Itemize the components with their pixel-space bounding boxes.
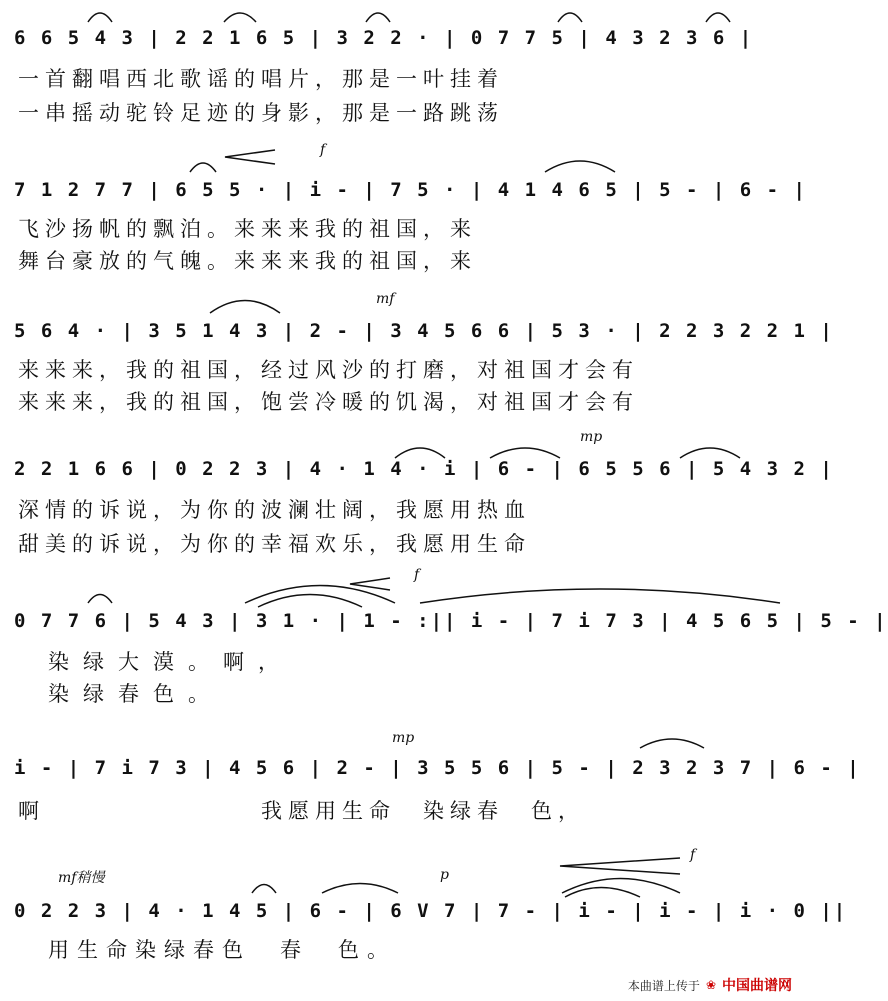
dynamic-mark: f bbox=[414, 567, 420, 583]
site-logo-icon: ❀ bbox=[705, 978, 716, 992]
lyric-verse-2: 一串摇动驼铃足迹的身影，那是一路跳荡 bbox=[18, 101, 504, 125]
notation-line: 2 2 1 6 6 | 0 2 2 3 | 4 · 1 4 · i | 6 - | 6 5 5 6 | 5 4 3 2 | bbox=[14, 458, 834, 480]
notation-line: 7 1 2 7 7 | 6 5 5 · | i - | 7 5 · | 4 1 4 6 5 | 5 - | 6 - | bbox=[14, 179, 807, 201]
lyric-verse-2: 舞台豪放的气魄。来来来我的祖国，来 bbox=[18, 249, 477, 273]
lyric-verse-1: 深情的诉说，为你的波澜壮阔，我愿用热血 bbox=[18, 498, 531, 522]
dynamic-mark: f bbox=[320, 142, 326, 158]
footer-site-name: 中国曲谱网 bbox=[722, 978, 792, 994]
notation-line: 5 6 4 · | 3 5 1 4 3 | 2 - | 3 4 5 6 6 | 5 3 · | 2 2 3 2 2 1 | bbox=[14, 320, 834, 342]
footer-upload-text: 本曲谱上传于 bbox=[627, 978, 700, 993]
lyric-verse-1: 一首翻唱西北歌谣的唱片，那是一叶挂着 bbox=[18, 67, 504, 91]
footer-credit bbox=[628, 975, 792, 995]
lyric-verse-1: 染绿大漠。啊， bbox=[48, 650, 293, 674]
dynamic-mark: mp bbox=[392, 730, 415, 746]
lyric-verse-2: 染绿春色。 bbox=[48, 682, 223, 706]
lyric-verse-1: 飞沙扬帆的飘泊。来来来我的祖国，来 bbox=[18, 217, 477, 241]
lyric-verse-1: 啊 我愿用生命 染绿春 色， bbox=[18, 799, 585, 823]
dynamic-mark: f bbox=[690, 847, 696, 863]
notation-line: 0 2 2 3 | 4 · 1 4 5 | 6 - | 6 V 7 | 7 - | i - | i - | i · 0 || bbox=[14, 900, 848, 922]
notation-line: 6 6 5 4 3 | 2 2 1 6 5 | 3 2 2 · | 0 7 7 5 | 4 3 2 3 6 | bbox=[14, 27, 754, 49]
lyric-verse-2: 甜美的诉说，为你的幸福欢乐，我愿用生命 bbox=[18, 532, 531, 556]
notation-line: i - | 7 i 7 3 | 4 5 6 | 2 - | 3 5 5 6 | 5 - | 2 3 2 3 7 | 6 - | bbox=[14, 757, 861, 779]
dynamic-mark: mf稍慢 bbox=[58, 870, 105, 886]
lyric-verse-2: 来来来，我的祖国，饱尝冷暖的饥渴，对祖国才会有 bbox=[18, 390, 639, 414]
dynamic-mark: mp bbox=[580, 429, 603, 445]
lyric-verse-1: 来来来，我的祖国，经过风沙的打磨，对祖国才会有 bbox=[18, 358, 639, 382]
dynamic-mark: p bbox=[440, 867, 449, 883]
dynamic-mark: mf bbox=[376, 291, 395, 307]
notation-line: 0 7 7 6 | 5 4 3 | 3 1 · | 1 - :|| i - | 7 i 7 3 | 4 5 6 5 | 5 - | bbox=[14, 610, 888, 632]
lyric-verse-1: 用生命染绿春色 春 色。 bbox=[48, 938, 396, 962]
